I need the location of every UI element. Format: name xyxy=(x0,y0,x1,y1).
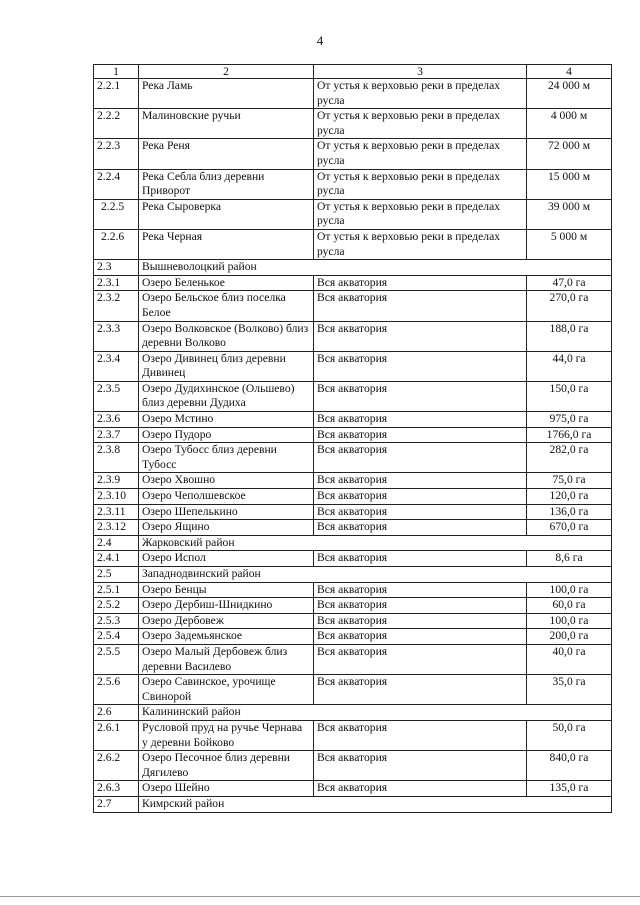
table-row xyxy=(94,520,612,536)
water-body-name: Река Себла близ деревни Приворот xyxy=(139,169,314,199)
column-header-1: 1 xyxy=(94,65,139,79)
water-body-name: Озеро Хвошно xyxy=(139,473,314,489)
water-body-name: Река Ламь xyxy=(139,79,314,109)
water-body-name: Озеро Пудоро xyxy=(139,427,314,443)
column-header-3: 3 xyxy=(314,65,527,79)
row-number: 2.3.11 xyxy=(94,504,139,520)
water-bodies-table xyxy=(93,64,612,813)
area-description: Вся акватория xyxy=(314,675,527,705)
area-description: Вся акватория xyxy=(314,551,527,567)
table-row xyxy=(94,275,612,291)
table-row xyxy=(94,427,612,443)
measure-value: 15 000 м xyxy=(527,169,612,199)
area-description: Вся акватория xyxy=(314,321,527,351)
row-number: 2.5.6 xyxy=(94,675,139,705)
table-row xyxy=(94,412,612,428)
district-row xyxy=(94,705,612,721)
row-number: 2.3.1 xyxy=(94,275,139,291)
area-description: Вся акватория xyxy=(314,412,527,428)
water-body-name: Озеро Бенцы xyxy=(139,582,314,598)
water-body-name: Озеро Чеполшевское xyxy=(139,489,314,505)
measure-value: 282,0 га xyxy=(527,443,612,473)
table-row xyxy=(94,79,612,109)
area-description: От устья к верховью реки в пределах русла xyxy=(314,109,527,139)
page-number: 4 xyxy=(316,33,324,48)
row-number: 2.4 xyxy=(94,535,139,551)
area-description: Вся акватория xyxy=(314,275,527,291)
water-body-name: Река Реня xyxy=(139,139,314,169)
measure-value: 35,0 га xyxy=(527,675,612,705)
district-row xyxy=(94,567,612,583)
district-row xyxy=(94,535,612,551)
water-body-name: Озеро Испол xyxy=(139,551,314,567)
area-description: От устья к верховью реки в пределах русла xyxy=(314,229,527,259)
row-number: 2.3.9 xyxy=(94,473,139,489)
table-row xyxy=(94,229,612,259)
table-row xyxy=(94,321,612,351)
column-header-2: 2 xyxy=(139,65,314,79)
table-row xyxy=(94,613,612,629)
area-description: Вся акватория xyxy=(314,520,527,536)
area-description: Вся акватория xyxy=(314,473,527,489)
water-body-name: Озеро Шейно xyxy=(139,781,314,797)
area-description: Вся акватория xyxy=(314,381,527,411)
measure-value: 72 000 м xyxy=(527,139,612,169)
area-description: От устья к верховью реки в пределах русла xyxy=(314,139,527,169)
area-description: Вся акватория xyxy=(314,504,527,520)
row-number: 2.6.1 xyxy=(94,720,139,750)
table-row xyxy=(94,291,612,321)
page-bottom-edge xyxy=(0,896,640,897)
water-body-name: Озеро Беленькое xyxy=(139,275,314,291)
table-body xyxy=(94,79,612,813)
row-number: 2.3.5 xyxy=(94,381,139,411)
measure-value: 44,0 га xyxy=(527,351,612,381)
row-number: 2.5.5 xyxy=(94,644,139,674)
row-number: 2.3 xyxy=(94,260,139,276)
measure-value: 188,0 га xyxy=(527,321,612,351)
area-description: Вся акватория xyxy=(314,598,527,614)
row-number: 2.5.3 xyxy=(94,613,139,629)
water-body-name: Озеро Бельское близ поселка Белое xyxy=(139,291,314,321)
table-row xyxy=(94,169,612,199)
water-body-name: Река Черная xyxy=(139,229,314,259)
table-header-row xyxy=(94,65,612,79)
district-row xyxy=(94,796,612,812)
table-row xyxy=(94,781,612,797)
row-number: 2.3.12 xyxy=(94,520,139,536)
measure-value: 840,0 га xyxy=(527,751,612,781)
water-body-name: Озеро Песочное близ деревни Дягилево xyxy=(139,751,314,781)
row-number: 2.3.3 xyxy=(94,321,139,351)
water-body-name: Озеро Шепелькино xyxy=(139,504,314,520)
measure-value: 1766,0 га xyxy=(527,427,612,443)
area-description: От устья к верховью реки в пределах русла xyxy=(314,169,527,199)
table-row xyxy=(94,139,612,169)
table-row xyxy=(94,598,612,614)
area-description: Вся акватория xyxy=(314,613,527,629)
measure-value: 270,0 га xyxy=(527,291,612,321)
water-body-name: Озеро Ящино xyxy=(139,520,314,536)
measure-value: 75,0 га xyxy=(527,473,612,489)
measure-value: 136,0 га xyxy=(527,504,612,520)
table-row xyxy=(94,675,612,705)
district-name: Вышневолоцкий район xyxy=(139,260,612,276)
water-body-name: Озеро Дербовеж xyxy=(139,613,314,629)
district-name: Калининский район xyxy=(139,705,612,721)
measure-value: 975,0 га xyxy=(527,412,612,428)
row-number: 2.4.1 xyxy=(94,551,139,567)
area-description: Вся акватория xyxy=(314,582,527,598)
row-number: 2.6.3 xyxy=(94,781,139,797)
area-description: Вся акватория xyxy=(314,351,527,381)
area-description: Вся акватория xyxy=(314,720,527,750)
row-number: 2.5 xyxy=(94,567,139,583)
measure-value: 39 000 м xyxy=(527,199,612,229)
table-row xyxy=(94,381,612,411)
measure-value: 4 000 м xyxy=(527,109,612,139)
measure-value: 100,0 га xyxy=(527,613,612,629)
row-number: 2.2.3 xyxy=(94,139,139,169)
water-body-name: Малиновские ручьи xyxy=(139,109,314,139)
row-number: 2.3.10 xyxy=(94,489,139,505)
measure-value: 135,0 га xyxy=(527,781,612,797)
measure-value: 47,0 га xyxy=(527,275,612,291)
area-description: Вся акватория xyxy=(314,629,527,645)
table-row xyxy=(94,109,612,139)
measure-value: 200,0 га xyxy=(527,629,612,645)
water-body-name: Озеро Мстино xyxy=(139,412,314,428)
area-description: Вся акватория xyxy=(314,291,527,321)
measure-value: 100,0 га xyxy=(527,582,612,598)
water-body-name: Озеро Дивинец близ деревни Дивинец xyxy=(139,351,314,381)
area-description: Вся акватория xyxy=(314,443,527,473)
water-body-name: Озеро Дербиш-Шнидкино xyxy=(139,598,314,614)
measure-value: 5 000 м xyxy=(527,229,612,259)
water-body-name: Озеро Тубосс близ деревни Тубосс xyxy=(139,443,314,473)
row-number: 2.3.4 xyxy=(94,351,139,381)
row-number: 2.2.6 xyxy=(94,229,139,259)
measure-value: 50,0 га xyxy=(527,720,612,750)
table-row xyxy=(94,489,612,505)
area-description: Вся акватория xyxy=(314,644,527,674)
table-row xyxy=(94,582,612,598)
water-body-name: Озеро Савинское, урочище Свинорой xyxy=(139,675,314,705)
table-row xyxy=(94,720,612,750)
row-number: 2.5.1 xyxy=(94,582,139,598)
row-number: 2.2.5 xyxy=(94,199,139,229)
row-number: 2.3.7 xyxy=(94,427,139,443)
table-row xyxy=(94,443,612,473)
row-number: 2.5.4 xyxy=(94,629,139,645)
row-number: 2.7 xyxy=(94,796,139,812)
table-row xyxy=(94,504,612,520)
table-row xyxy=(94,351,612,381)
water-body-name: Озеро Малый Дербовеж близ деревни Василево xyxy=(139,644,314,674)
row-number: 2.2.1 xyxy=(94,79,139,109)
measure-value: 670,0 га xyxy=(527,520,612,536)
district-row xyxy=(94,260,612,276)
district-name: Западнодвинский район xyxy=(139,567,612,583)
measure-value: 40,0 га xyxy=(527,644,612,674)
table-row xyxy=(94,473,612,489)
row-number: 2.6 xyxy=(94,705,139,721)
table-row xyxy=(94,629,612,645)
measure-value: 60,0 га xyxy=(527,598,612,614)
row-number: 2.5.2 xyxy=(94,598,139,614)
area-description: От устья к верховью реки в пределах русла xyxy=(314,199,527,229)
water-body-name: Озеро Дудихинское (Ольшево) близ деревни Дудиха xyxy=(139,381,314,411)
row-number: 2.3.6 xyxy=(94,412,139,428)
water-body-name: Река Сыроверка xyxy=(139,199,314,229)
measure-value: 8,6 га xyxy=(527,551,612,567)
table-row xyxy=(94,751,612,781)
water-body-name: Озеро Задемьянское xyxy=(139,629,314,645)
area-description: От устья к верховью реки в пределах русла xyxy=(314,79,527,109)
row-number: 2.6.2 xyxy=(94,751,139,781)
measure-value: 120,0 га xyxy=(527,489,612,505)
table-row xyxy=(94,551,612,567)
area-description: Вся акватория xyxy=(314,781,527,797)
water-body-name: Озеро Волковское (Волково) близ деревни Волково xyxy=(139,321,314,351)
area-description: Вся акватория xyxy=(314,489,527,505)
row-number: 2.3.8 xyxy=(94,443,139,473)
table-row xyxy=(94,644,612,674)
area-description: Вся акватория xyxy=(314,751,527,781)
measure-value: 150,0 га xyxy=(527,381,612,411)
row-number: 2.2.4 xyxy=(94,169,139,199)
row-number: 2.3.2 xyxy=(94,291,139,321)
district-name: Жарковский район xyxy=(139,535,612,551)
measure-value: 24 000 м xyxy=(527,79,612,109)
table-row xyxy=(94,199,612,229)
row-number: 2.2.2 xyxy=(94,109,139,139)
district-name: Кимрский район xyxy=(139,796,612,812)
column-header-4: 4 xyxy=(527,65,612,79)
water-body-name: Русловой пруд на ручье Чернава у деревни Бойково xyxy=(139,720,314,750)
area-description: Вся акватория xyxy=(314,427,527,443)
